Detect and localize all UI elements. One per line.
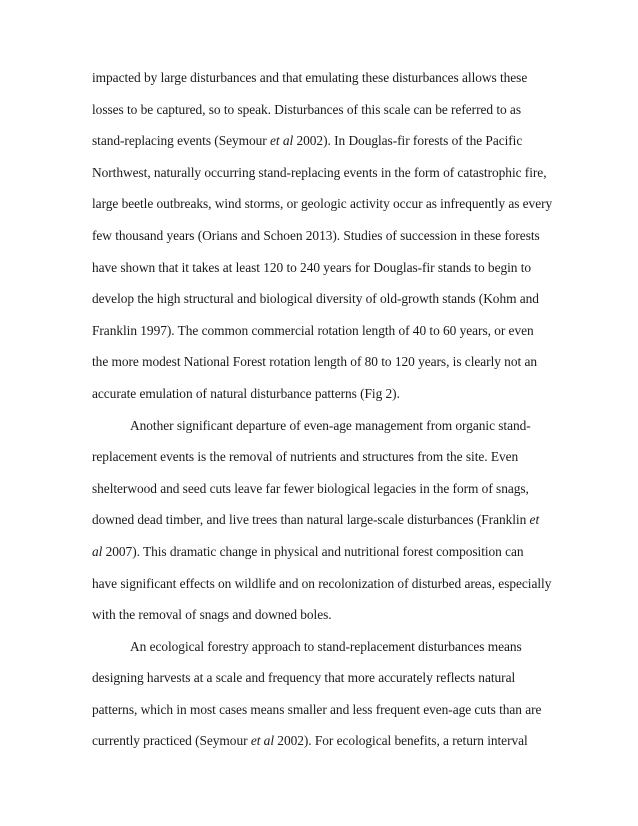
- text-line: [92, 510, 540, 542]
- text-run: impacted by large disturbances and that emulating these disturbances allows these: [92, 70, 528, 85]
- text-run: large beetle outbreaks, wind storms, or geologic activity occur as infrequently as every: [92, 196, 553, 212]
- document-page: [92, 68, 553, 763]
- text-run: An ecological forestry approach to stand-replacement disturbances means: [130, 638, 522, 654]
- text-run: losses to be captured, so to speak. Disturbances of this scale can be referred to as: [92, 101, 521, 117]
- text-line: [92, 384, 518, 416]
- text-run: have significant effects on wildlife and on recolonization of disturbed areas, especially: [92, 575, 552, 591]
- text-run: shelterwood and seed cuts leave far fewer biological legacies in the form of snags,: [92, 480, 529, 496]
- text-run: stand-replacing events (Seymour: [92, 133, 271, 149]
- text-line: [92, 352, 537, 384]
- text-run: 2007). This dramatic change in physical and nutritional forest composition can: [102, 543, 524, 559]
- text-line: [92, 131, 523, 163]
- text-run: designing harvests at a scale and frequency that more accurately reflects natural: [92, 670, 516, 686]
- text-line: [92, 542, 524, 574]
- text-line: [92, 416, 531, 448]
- text-run: downed dead timber, and live trees than natural large-scale disturbances (Franklin: [92, 512, 530, 528]
- text-run: with the removal of snags and downed boles.: [92, 607, 332, 623]
- text-line: [92, 605, 518, 637]
- text-run: 2002). In Douglas-fir forests of the Pacific: [293, 133, 523, 149]
- text-line: [92, 731, 528, 763]
- text-line: [92, 479, 529, 511]
- text-run: Franklin 1997). The common commercial rotation length of 40 to 60 years, or even: [92, 322, 534, 338]
- text-line: [92, 100, 521, 132]
- text-line: [92, 163, 547, 195]
- text-line: [92, 637, 522, 669]
- italic-text-run: al: [92, 543, 103, 559]
- text-run: replacement events is the removal of nutrients and structures from the site. Even: [92, 449, 519, 465]
- text-run: Another significant departure of even-age management from organic stand-: [130, 417, 531, 433]
- text-line: [92, 194, 553, 226]
- italic-text-run: et al: [270, 133, 294, 149]
- text-line: [92, 700, 542, 732]
- text-run: accurate emulation of natural disturbance patterns (Fig 2).: [92, 385, 400, 401]
- text-line: [92, 258, 532, 290]
- text-run: the more modest National Forest rotation length of 80 to 120 years, is clearly not an: [92, 354, 537, 370]
- text-line: [92, 574, 552, 606]
- text-line: [92, 321, 534, 353]
- italic-text-run: et: [529, 512, 540, 528]
- text-run: currently practiced (Seymour: [92, 733, 251, 749]
- text-run: 2002). For ecological benefits, a return interval: [274, 733, 528, 749]
- text-run: have shown that it takes at least 120 to 240 years for Douglas-fir stands to begin to: [92, 259, 532, 275]
- italic-text-run: et al: [250, 733, 274, 749]
- text-line: [92, 447, 518, 479]
- text-line: [92, 289, 539, 321]
- text-run: Northwest, naturally occurring stand-replacing events in the form of catastrophic fire,: [92, 164, 547, 180]
- text-line: [92, 668, 518, 700]
- text-run: few thousand years (Orians and Schoen 2013). Studies of succession in these forests: [92, 227, 540, 243]
- text-line: [92, 226, 540, 258]
- text-run: develop the high structural and biological diversity of old-growth stands (Kohm and: [92, 291, 539, 307]
- text-run: patterns, which in most cases means smaller and less frequent even-age cuts than are: [92, 701, 542, 717]
- text-line: [92, 68, 528, 100]
